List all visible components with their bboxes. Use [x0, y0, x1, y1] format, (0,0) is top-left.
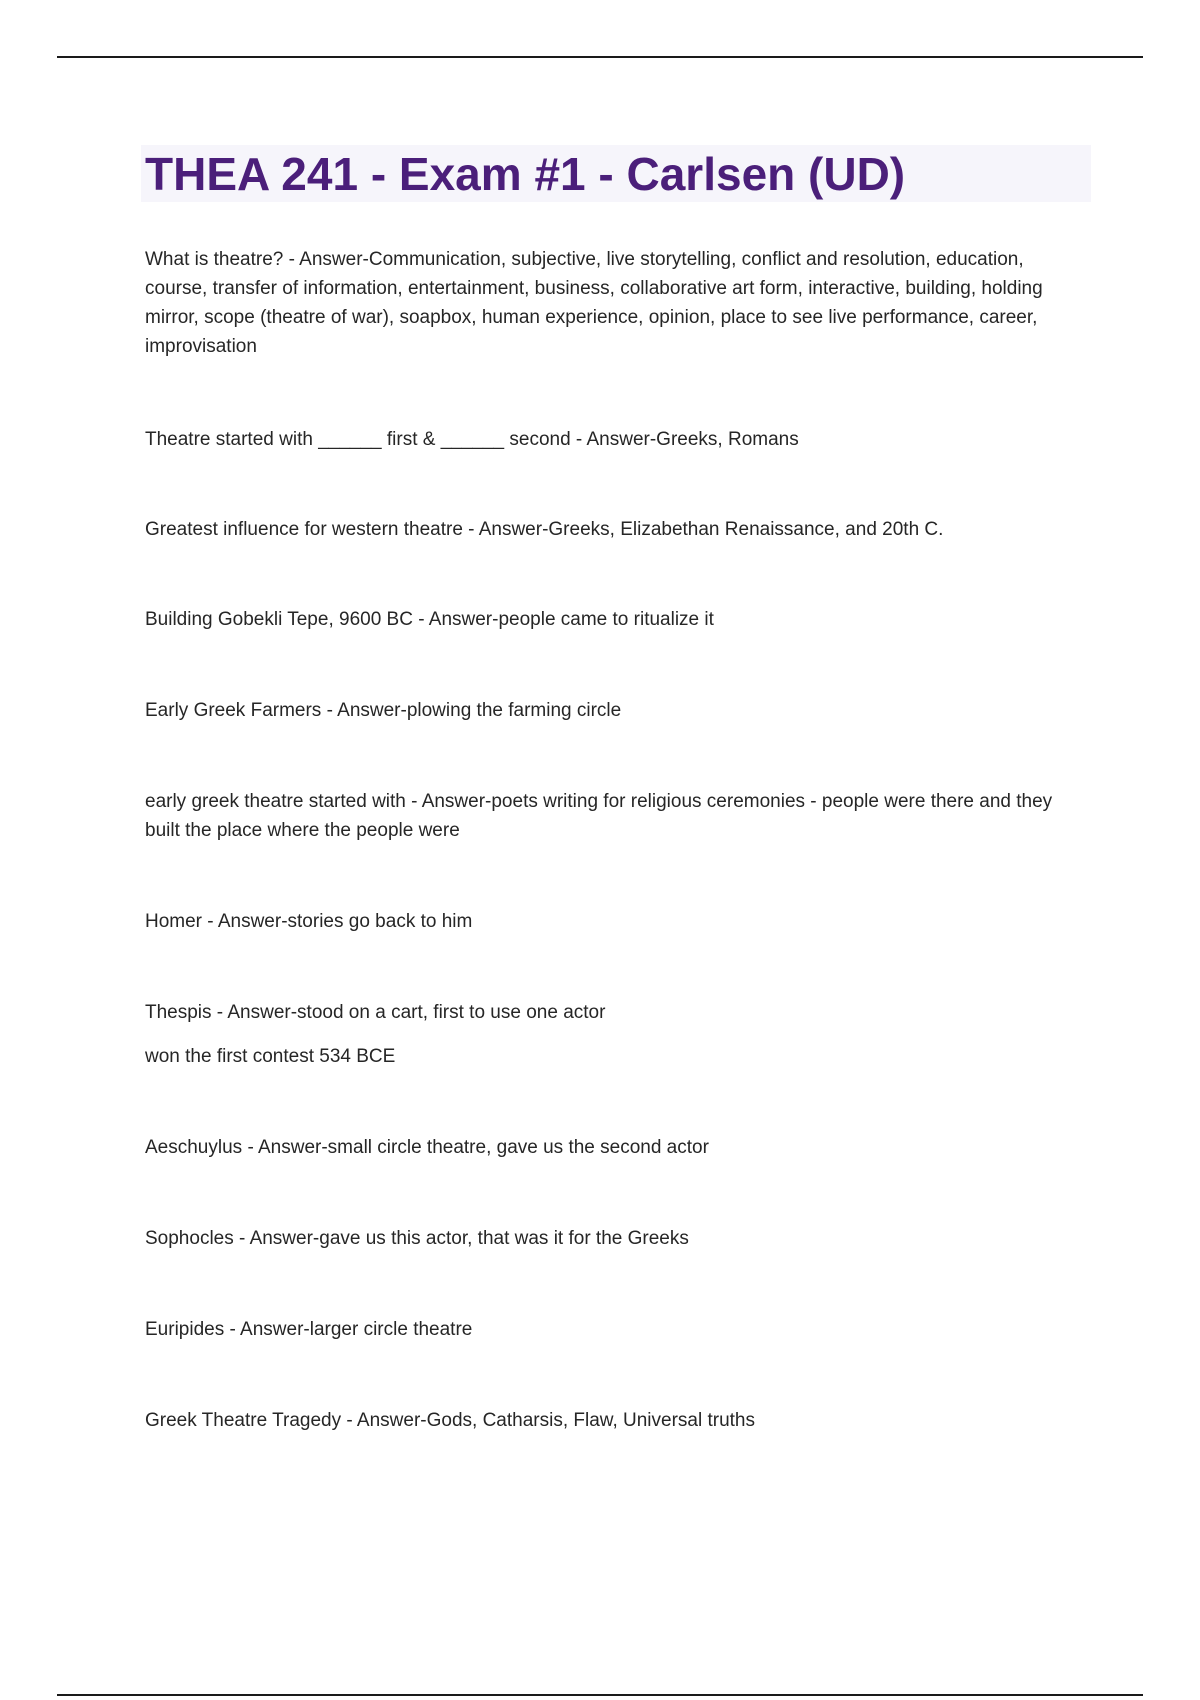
qa-entry-what-is-theatre: What is theatre? - Answer-Communication, subjective, live storytelling, conflict and resolution, education, course, transfer of information, entertainment, business, collaborative art form, interactive, building, holding mirror, scope (theatre of war), soapbox, human experience, opinion, place to see live performance, career, improvisation [145, 249, 1043, 357]
qa-entry-early-greek-theatre: early greek theatre started with - Answer-poets writing for religious ceremonies - people were there and they built the place where the people were [145, 791, 1053, 841]
qa-entry-homer: Homer - Answer-stories go back to him [145, 911, 473, 932]
bottom-divider [57, 1694, 1143, 1696]
document-title: THEA 241 - Exam #1 - Carlsen (UD) [145, 148, 906, 200]
qa-entry-thespis: Thespis - Answer-stood on a cart, first to use one actor [145, 1002, 606, 1023]
qa-entry-greatest-influence: Greatest influence for western theatre - Answer-Greeks, Elizabethan Renaissance, and 20th C. [145, 519, 944, 540]
qa-entry-euripides: Euripides - Answer-larger circle theatre [145, 1319, 473, 1340]
qa-entry-early-greek-farmers: Early Greek Farmers - Answer-plowing the farming circle [145, 700, 622, 721]
qa-entry-theatre-started: Theatre started with ______ first & ______ second - Answer-Greeks, Romans [145, 429, 799, 450]
top-divider [57, 56, 1143, 58]
qa-entry-gobekli-tepe: Building Gobekli Tepe, 9600 BC - Answer-people came to ritualize it [145, 609, 714, 630]
qa-entry-greek-tragedy: Greek Theatre Tragedy - Answer-Gods, Catharsis, Flaw, Universal truths [145, 1410, 755, 1431]
qa-entry-thespis-extra: won the first contest 534 BCE [145, 1046, 396, 1067]
qa-entry-sophocles: Sophocles - Answer-gave us this actor, that was it for the Greeks [145, 1228, 689, 1249]
qa-entry-aeschuylus: Aeschuylus - Answer-small circle theatre, gave us the second actor [145, 1137, 709, 1158]
